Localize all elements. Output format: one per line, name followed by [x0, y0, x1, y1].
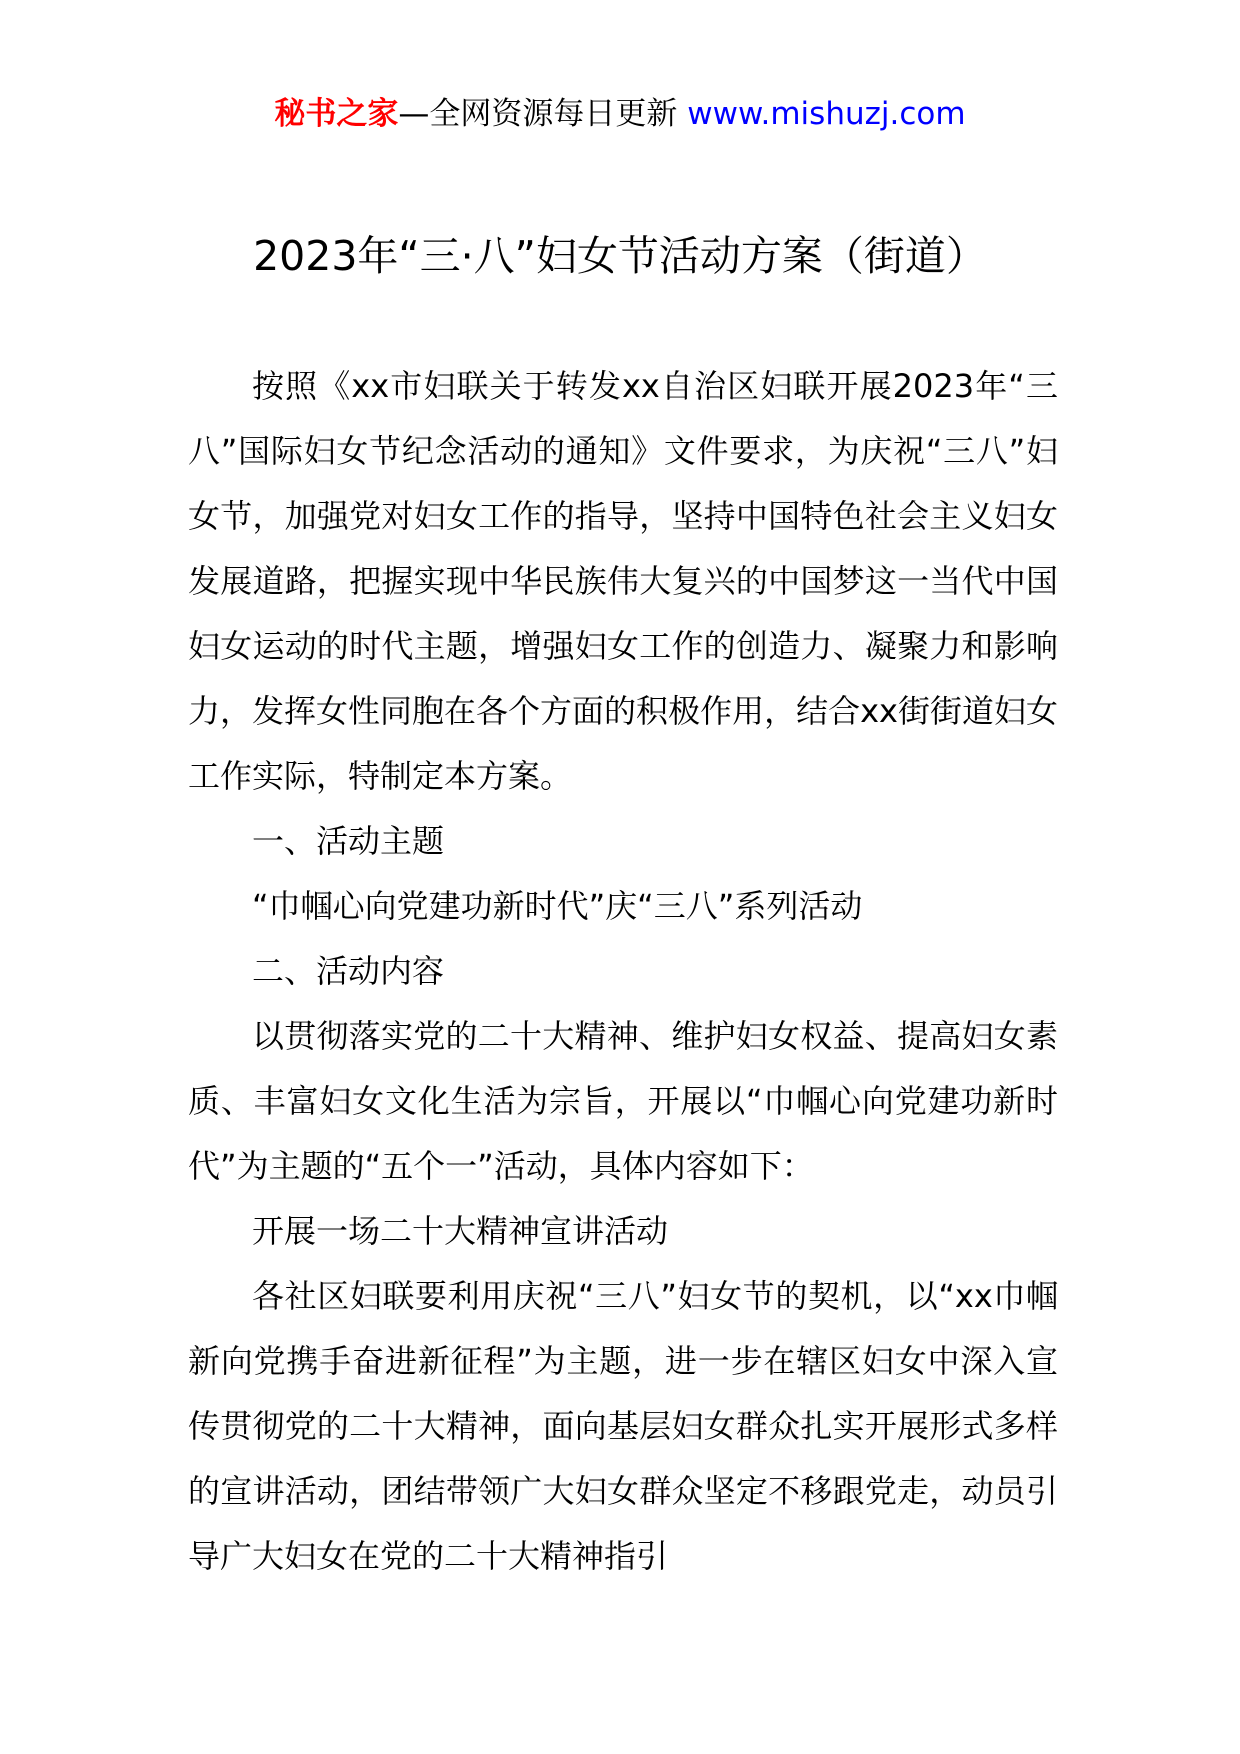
- site-url-link[interactable]: www.mishuzj.com: [687, 96, 966, 132]
- site-slogan: —全网资源每日更新: [398, 96, 688, 132]
- section-heading-theme: 一、活动主题: [252, 822, 445, 860]
- lecture-paragraph: 各社区妇联要利用庆祝“三八”妇女节的契机，以“xx巾帼新向党携手奋进新征程”为主题，进一步在辖区妇女中深入宣传贯彻党的二十大精神，面向基层妇女群众扎实开展形式多样的宣讲活动，团结带领广大妇女群众坚定不移跟党走，动员引导广大妇女在党的二十大精神指引: [188, 1277, 1058, 1575]
- theme-paragraph: “巾帼心向党建功新时代”庆“三八”系列活动: [252, 887, 863, 925]
- content-paragraph: 以贯彻落实党的二十大精神、维护妇女权益、提高妇女素质、丰富妇女文化生活为宗旨，开展以“巾帼心向党建功新时代”为主题的“五个一”活动，具体内容如下：: [188, 1017, 1058, 1185]
- document-title: 2023年“三·八”妇女节活动方案（街道）: [253, 232, 987, 280]
- section-heading-content: 二、活动内容: [252, 952, 445, 990]
- subsection-heading-lecture: 开展一场二十大精神宣讲活动: [252, 1212, 669, 1250]
- site-brand: 秘书之家: [274, 96, 399, 132]
- site-banner: [0, 94, 1240, 134]
- document-body: [188, 354, 1058, 1589]
- intro-paragraph: 按照《xx市妇联关于转发xx自治区妇联开展2023年“三八”国际妇女节纪念活动的通知》文件要求，为庆祝“三八”妇女节，加强党对妇女工作的指导，坚持中国特色社会主义妇女发展道路，把握实现中华民族伟大复兴的中国梦这一当代中国妇女运动的时代主题，增强妇女工作的创造力、凝聚力和影响力，发挥女性同胞在各个方面的积极作用，结合xx街街道妇女工作实际，特制定本方案。: [188, 367, 1058, 795]
